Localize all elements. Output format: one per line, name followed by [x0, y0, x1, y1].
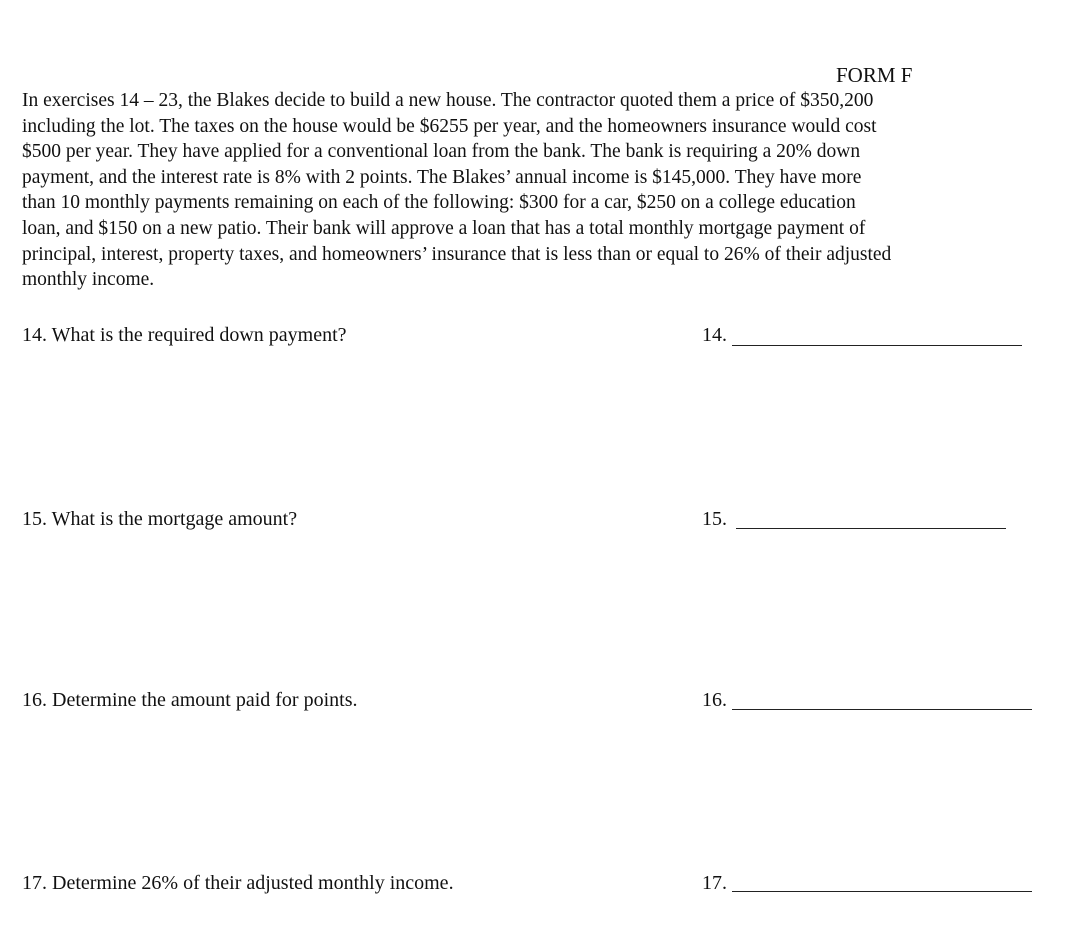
question-16-text: 16. Determine the amount paid for points. [22, 689, 358, 711]
intro-line: including the lot. The taxes on the house would be $6255 per year, and the homeowners insurance would cost [22, 115, 877, 137]
question-14-text: 14. What is the required down payment? [22, 324, 347, 346]
intro-paragraph [22, 88, 1052, 293]
intro-line: than 10 monthly payments remaining on each of the following: $300 for a car, $250 on a college education [22, 192, 856, 214]
intro-line: In exercises 14 – 23, the Blakes decide to build a new house. The contractor quoted them a price of $350,200 [22, 90, 874, 111]
intro-line: principal, interest, property taxes, and homeowners’ insurance that is less than or equal to 26% of their adjusted [22, 243, 892, 265]
intro-line: monthly income. [22, 269, 155, 291]
answer-14-blank[interactable] [732, 345, 1022, 346]
answer-16-blank[interactable] [732, 709, 1032, 710]
intro-line: loan, and $150 on a new patio. Their bank will approve a loan that has a total monthly mortgage payment of [22, 217, 866, 239]
intro-line: payment, and the interest rate is 8% with 2 points. The Blakes’ annual income is $145,000. They have more [22, 166, 862, 188]
form-label: FORM F [836, 63, 913, 87]
answer-17-label: 17. [702, 872, 727, 894]
answer-14-label: 14. [702, 324, 727, 346]
intro-line: $500 per year. They have applied for a conventional loan from the bank. The bank is requiring a 20% down [22, 141, 861, 163]
answer-17-blank[interactable] [732, 891, 1032, 892]
answer-15-blank[interactable] [736, 528, 1006, 529]
question-15-text: 15. What is the mortgage amount? [22, 508, 298, 530]
question-17-text: 17. Determine 26% of their adjusted monthly income. [22, 872, 454, 894]
answer-16-label: 16. [702, 689, 727, 711]
answer-15-label: 15. [702, 508, 727, 530]
